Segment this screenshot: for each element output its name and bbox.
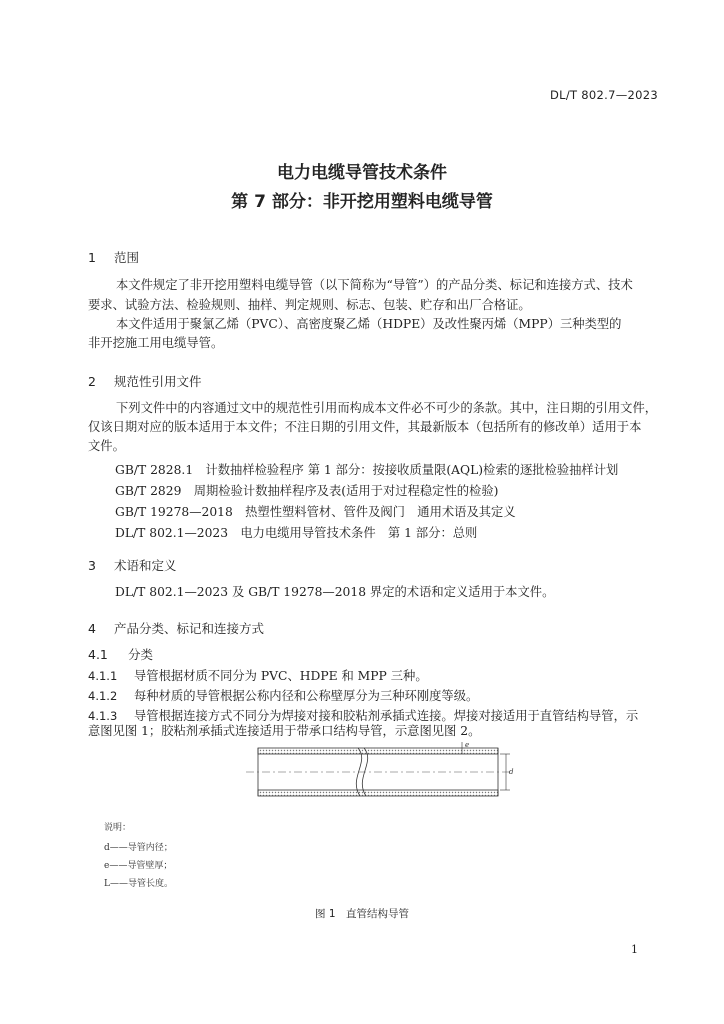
legend-title: 说明： [104, 823, 132, 833]
document-subtitle: 第 7 部分：非开挖用塑料电缆导管 [231, 192, 493, 212]
clause-text: 导管根据连接方式不同分为焊接对接和胶粘剂承插式连接。焊接对接适用于直管结构导管，示 [134, 709, 639, 723]
document-title: 电力电缆导管技术条件 [277, 163, 447, 183]
page-number: 1 [631, 943, 638, 956]
section-number: 4 [88, 621, 96, 636]
section-1-heading [88, 248, 139, 266]
legend-item: L——导管长度。 [104, 879, 173, 889]
paragraph: 本文件规定了非开挖用塑料电缆导管（以下简称为“导管”）的产品分类、标记和连接方式、技术 [116, 278, 633, 292]
section-number: 2 [88, 374, 96, 389]
section-title: 术语和定义 [114, 558, 177, 573]
reference-item: GB/T 19278—2018 热塑性塑料管材、管件及阀门 通用术语及其定义 [115, 505, 516, 519]
clause-number: 4.1.2 [88, 689, 118, 703]
subsection-title: 分类 [128, 647, 154, 662]
paragraph: 本文件适用于聚氯乙烯（PVC）、高密度聚乙烯（HDPE）及改性聚丙烯（MPP）三种类型的 [116, 317, 622, 331]
label-e: e [465, 741, 470, 749]
section-3-heading [88, 556, 177, 574]
section-title: 产品分类、标记和连接方式 [114, 621, 265, 636]
legend-item: e——导管壁厚； [104, 861, 173, 871]
straight-pipe-diagram [238, 740, 520, 810]
section-title: 范围 [114, 250, 140, 265]
subsection-4-1-heading [88, 645, 153, 663]
clause-4-1-2 [88, 686, 478, 704]
clause-text: 每种材质的导管根据公称内径和公称壁厚分为三种环刚度等级。 [134, 689, 479, 703]
reference-item: GB/T 2828.1 计数抽样检验程序 第 1 部分：按接收质量限(AQL)检索的逐批检验抽样计划 [115, 463, 619, 477]
pipe-wall-bottom [258, 790, 498, 796]
figure-caption: 图 1 直管结构导管 [314, 908, 410, 920]
section-4-heading [88, 619, 264, 637]
reference-item: GB/T 2829 周期检验计数抽样程序及表(适用于对过程稳定性的检验) [115, 484, 499, 498]
paragraph: 要求、试验方法、检验规则、抽样、判定规则、标志、包装、贮存和出厂合格证。 [88, 298, 531, 312]
reference-item: DL/T 802.1—2023 电力电缆用导管技术条件 第 1 部分：总则 [115, 526, 478, 540]
clause-number: 4.1.1 [88, 669, 118, 683]
paragraph: 仅该日期对应的版本适用于本文件；不注日期的引用文件，其最新版本（包括所有的修改单）适用于本 [88, 420, 642, 434]
section-title: 规范性引用文件 [114, 374, 202, 389]
clause-text: 导管根据材质不同分为 PVC、HDPE 和 MPP 三种。 [134, 669, 428, 683]
paragraph: 文件。 [88, 439, 125, 453]
section-2-heading [88, 372, 202, 390]
legend-item: d——导管内径； [104, 843, 173, 853]
section-number: 1 [88, 250, 96, 265]
clause-text-continued: 意图见图 1；胶粘剂承插式连接适用于带承口结构导管，示意图见图 2。 [88, 724, 481, 738]
clause-4-1-1 [88, 666, 428, 684]
paragraph: DL/T 802.1—2023 及 GB/T 19278—2018 界定的术语和定义适用于本文件。 [115, 585, 555, 599]
clause-number: 4.1.3 [88, 709, 118, 723]
label-d: d [509, 768, 514, 776]
section-number: 3 [88, 558, 96, 573]
paragraph: 下列文件中的内容通过文中的规范性引用而构成本文件必不可少的条款。其中，注日期的引用文件， [116, 401, 658, 415]
document-code: DL/T 802.7—2023 [549, 88, 658, 102]
paragraph: 非开挖施工用电缆导管。 [88, 336, 224, 350]
subsection-number: 4.1 [88, 647, 108, 662]
